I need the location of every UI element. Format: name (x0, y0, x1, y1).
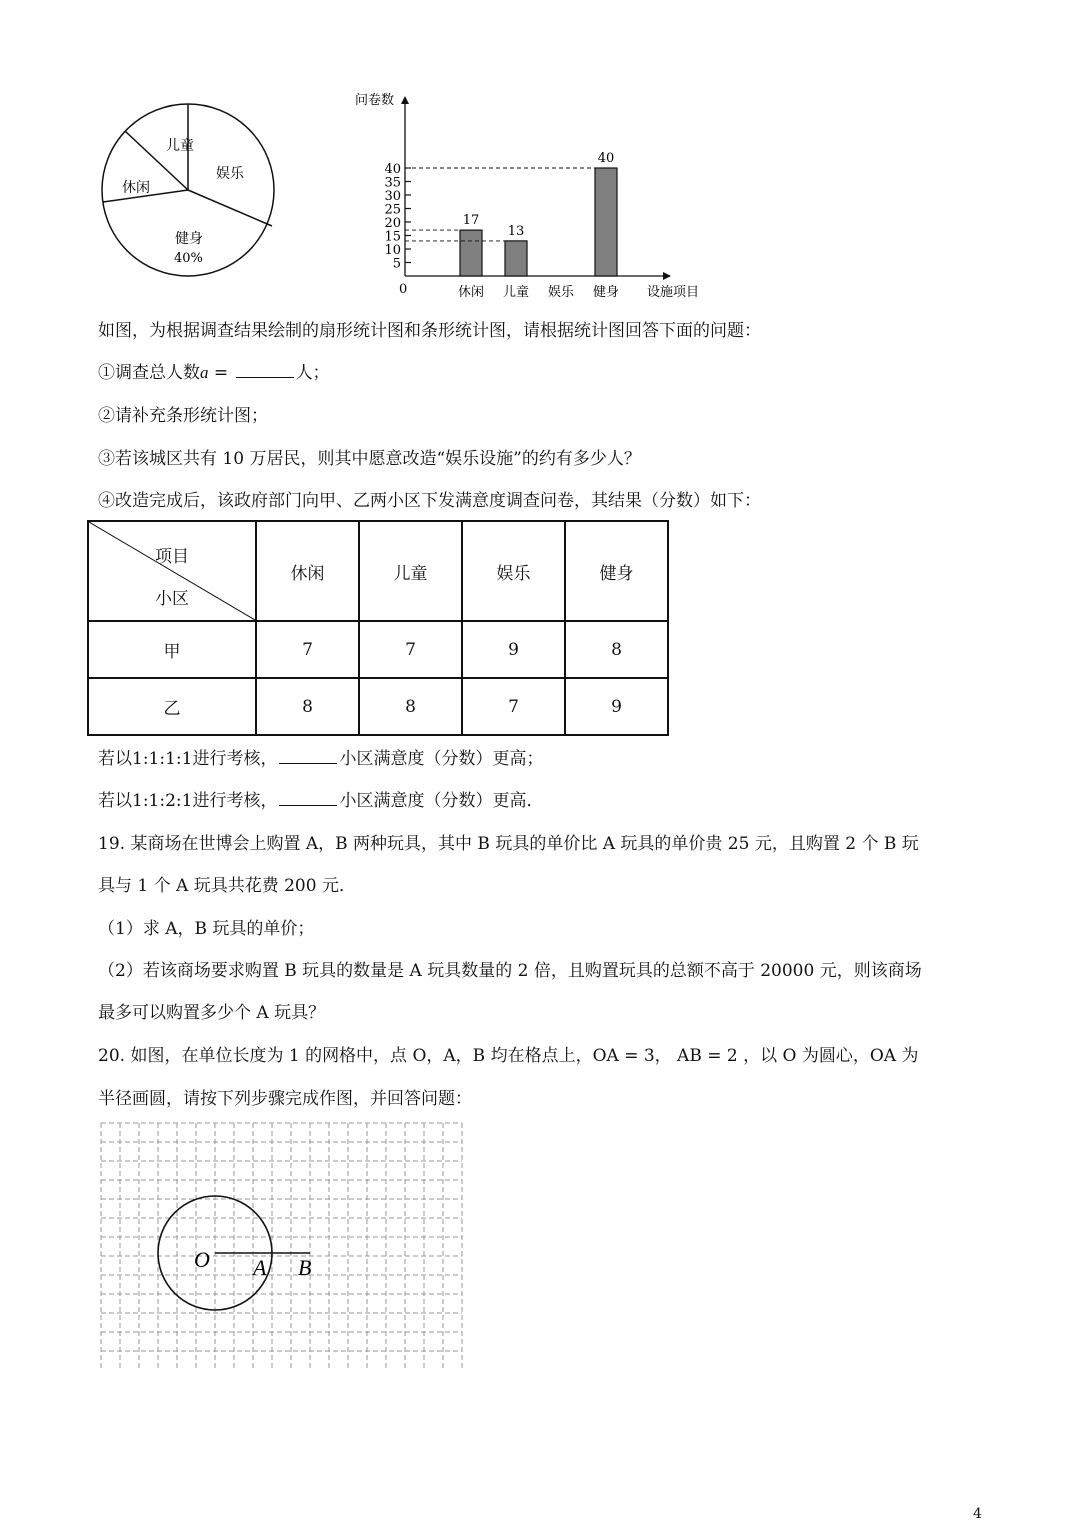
question-3: ③若该城区共有 10 万居民，则其中愿意改造“娱乐设施”的约有多少人？ (98, 449, 641, 469)
pie-label-entertainment: 娱乐 (216, 166, 244, 182)
y-tick-label: 30 (384, 189, 401, 204)
table-cell: 9 (462, 621, 565, 678)
point-label-b: B (298, 1255, 312, 1280)
ratio-question-1-text: 若以1:1:1:1进行考核， (98, 749, 278, 769)
question-1-unit: 人； (295, 363, 330, 383)
y-tick-label: 20 (384, 216, 401, 231)
point-label-o: O (194, 1247, 210, 1272)
table-cell: 7 (462, 678, 565, 735)
y-tick-label: 40 (384, 162, 401, 177)
table-row-label: 乙 (88, 678, 256, 735)
x-tick-label: 娱乐 (547, 285, 575, 300)
question-4: ④改造完成后，该政府部门向甲、乙两小区下发满意度调查问卷，其结果（分数）如下： (98, 491, 761, 511)
y-tick-label: 10 (384, 243, 401, 258)
table-header: 休闲 (256, 521, 359, 621)
page-number: 4 (973, 1506, 982, 1522)
y-axis-title: 问卷数 (355, 93, 395, 108)
y-tick-label: 25 (384, 202, 401, 218)
corner-label-district: 小区 (155, 589, 189, 609)
intro-text: 如图，为根据调查结果绘制的扇形统计图和条形统计图，请根据统计图回答下面的问题： (98, 321, 761, 341)
table-corner-cell (88, 521, 256, 621)
pie-label-fitness-percent: 40% (174, 251, 203, 266)
bar (595, 168, 617, 276)
pie-chart (98, 100, 278, 280)
pie-label-children: 儿童 (166, 138, 194, 154)
table-header-row (88, 521, 668, 621)
question-1-text: ①调查总人数 (98, 363, 200, 383)
grid-lines (101, 1123, 462, 1368)
question-1-equals: = (208, 363, 234, 383)
y-tick-label: 35 (384, 175, 401, 191)
ratio-question-1 (98, 748, 543, 770)
point-label-a: A (253, 1255, 267, 1280)
grid-figure (100, 1122, 464, 1370)
problem-19-part-2-line-1: （2）若该商场要求购置 B 玩具的数量是 A 玩具数量的 2 倍，且购置玩具的总额不高于 20000 元，则该商场 (98, 961, 922, 981)
question-1-variable: a (200, 363, 209, 382)
answer-blank-1[interactable] (236, 362, 294, 378)
origin-label: 0 (399, 282, 408, 297)
table-cell: 8 (359, 678, 462, 735)
answer-blank-3[interactable] (279, 790, 337, 806)
table-cell: 7 (359, 621, 462, 678)
bar (505, 241, 527, 276)
question-2: ②请补充条形统计图； (98, 406, 268, 426)
problem-19-line-1: 19. 某商场在世博会上购置 A，B 两种玩具，其中 B 玩具的单价比 A 玩具的单价贵 25 元，且购置 2 个 B 玩 (98, 834, 919, 854)
y-tick-label: 15 (384, 229, 401, 245)
question-1 (98, 362, 330, 384)
answer-blank-2[interactable] (279, 748, 337, 764)
x-axis-arrow (663, 272, 671, 280)
table-row (88, 678, 668, 735)
pie-label-leisure: 休闲 (122, 180, 150, 196)
table-header: 健身 (565, 521, 668, 621)
problem-19-part-1: （1）求 A，B 玩具的单价； (98, 919, 315, 939)
score-table (87, 520, 669, 736)
table-cell: 9 (565, 678, 668, 735)
table-row-label: 甲 (88, 621, 256, 678)
table-header: 儿童 (359, 521, 462, 621)
table-row (88, 621, 668, 678)
bar-value-label: 17 (462, 213, 480, 229)
bar (460, 230, 482, 276)
y-tick-label: 5 (392, 256, 401, 272)
bar-chart (345, 88, 715, 303)
bar-value-label: 13 (507, 223, 525, 239)
table-cell: 8 (256, 678, 359, 735)
corner-label-item: 项目 (155, 547, 189, 567)
x-tick-label: 健身 (592, 285, 620, 300)
x-axis-title: 设施项目 (647, 285, 700, 300)
x-tick-label: 儿童 (502, 285, 530, 300)
bar-value-label: 40 (597, 151, 615, 166)
ratio-question-2-text: 若以1:1:2:1进行考核， (98, 791, 278, 811)
x-tick-label: 休闲 (457, 285, 485, 300)
table-cell: 7 (256, 621, 359, 678)
problem-19-line-2: 具与 1 个 A 玩具共花费 200 元． (98, 876, 356, 896)
ratio-question-1-tail: 小区满意度（分数）更高； (339, 749, 544, 769)
ratio-question-2 (98, 790, 543, 812)
problem-20-line-1: 20. 如图，在单位长度为 1 的网格中，点 O，A，B 均在格点上，OA = 3， AB = 2 ，以 O 为圆心，OA 为 (98, 1046, 919, 1066)
table-header: 娱乐 (462, 521, 565, 621)
table-cell: 8 (565, 621, 668, 678)
problem-20-line-2: 半径画圆，请按下列步骤完成作图，并回答问题： (98, 1089, 472, 1109)
ratio-question-2-tail: 小区满意度（分数）更高． (339, 791, 544, 811)
pie-label-fitness: 健身 (175, 231, 203, 247)
y-axis-arrow (401, 96, 409, 104)
problem-19-part-2-line-2: 最多可以购置多少个 A 玩具？ (98, 1003, 326, 1023)
